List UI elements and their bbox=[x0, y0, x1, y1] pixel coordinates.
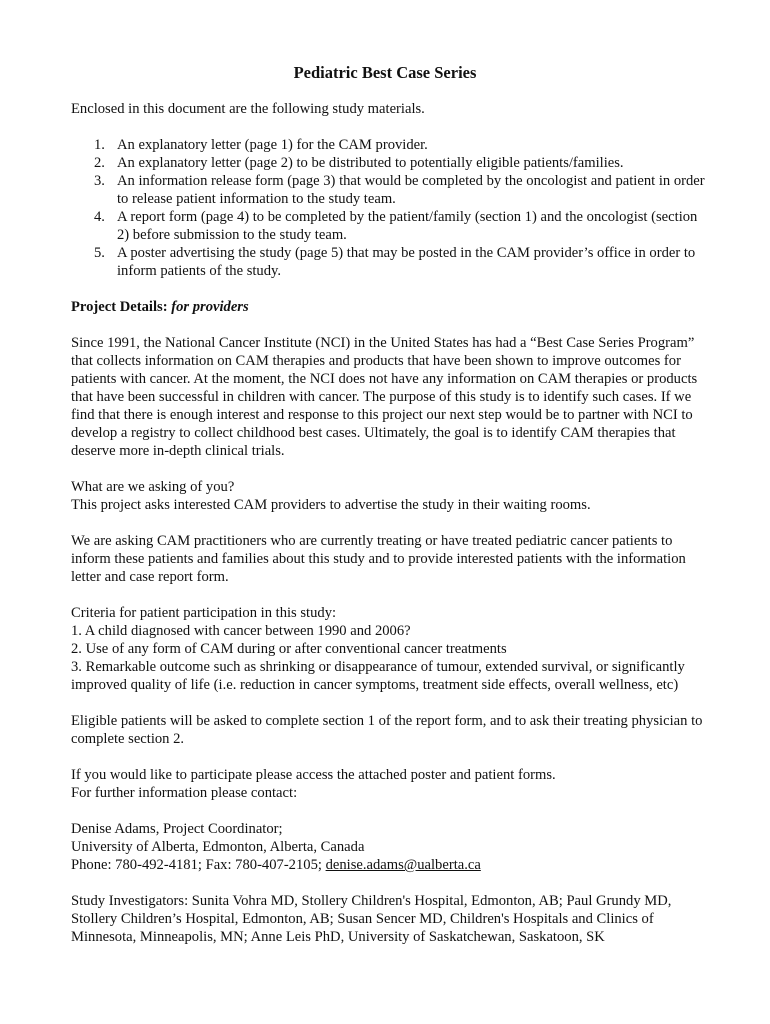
participate-section bbox=[71, 766, 711, 802]
investigators-paragraph: Study Investigators: Sunita Vohra MD, Stollery Children's Hospital, Edmonton, AB; Paul Grundy MD, Stollery Children’s Hospital, Edmonton, AB; Susan Sencer MD, Children's Hospitals and Clinics of Minnesota, Minneapolis, MN; Anne Leis PhD, University of Saskatchewan, Saskatoon, SK bbox=[71, 893, 672, 945]
list-item-text: A report form (page 4) to be completed by the patient/family (section 1) and the oncologist (section 2) before submission to the study team. bbox=[117, 209, 698, 243]
list-item-text: An explanatory letter (page 1) for the CAM provider. bbox=[117, 137, 428, 153]
asking-answer: This project asks interested CAM providers to advertise the study in their waiting rooms. bbox=[71, 497, 591, 513]
background-paragraph: Since 1991, the National Cancer Institute (NCI) in the United States has had a “Best Case Series Program” that collects information on CAM therapies and products that have been shown to improve outcomes for patients with cancer. At the moment, the NCI does not have any information on CAM therapies or products that have been successful in children with cancer. The purpose of this study is to identify such cases. If we find that there is enough interest and response to this project our next step would be to partner with NCI to develop a registry to collect childhood best cases. Ultimately, the goal is to identify CAM therapies that deserve more in-depth clinical trials. bbox=[71, 335, 698, 459]
list-number: 2. bbox=[94, 155, 105, 171]
intro-text: Enclosed in this document are the following study materials. bbox=[71, 101, 425, 117]
contact-name: Denise Adams, Project Coordinator; bbox=[71, 821, 283, 837]
list-item bbox=[94, 172, 711, 208]
asking-question: What are we asking of you? bbox=[71, 479, 235, 495]
materials-list bbox=[71, 136, 711, 280]
criteria-item: 1. A child diagnosed with cancer between 1990 and 2006? bbox=[71, 623, 411, 639]
contact-intro: For further information please contact: bbox=[71, 785, 298, 801]
list-item bbox=[94, 154, 711, 172]
list-number: 3. bbox=[94, 173, 105, 189]
criteria-heading: Criteria for patient participation in this study: bbox=[71, 605, 337, 621]
project-details-label: Project Details: bbox=[71, 299, 168, 315]
criteria-item: 3. Remarkable outcome such as shrinking or disappearance of tumour, extended survival, or significantly improved quality of life (i.e. reduction in cancer symptoms, treatment side effects, overall wellness, etc) bbox=[71, 659, 685, 693]
contact-phone-fax: Phone: 780-492-4181; Fax: 780-407-2105; bbox=[71, 857, 326, 873]
project-details-sublabel: for providers bbox=[171, 299, 249, 315]
list-item-text: An information release form (page 3) that would be completed by the oncologist and patient in order to release patient information to the study team. bbox=[117, 173, 705, 207]
document-title: Pediatric Best Case Series bbox=[293, 63, 477, 82]
list-number: 4. bbox=[94, 209, 105, 225]
criteria-item: 2. Use of any form of CAM during or after conventional cancer treatments bbox=[71, 641, 507, 657]
project-details-heading bbox=[71, 298, 711, 316]
list-item bbox=[94, 208, 711, 244]
contact-email-link[interactable]: denise.adams@ualberta.ca bbox=[325, 857, 481, 873]
document-body bbox=[71, 100, 711, 946]
list-item bbox=[94, 136, 711, 154]
list-item-text: An explanatory letter (page 2) to be distributed to potentially eligible patients/families. bbox=[117, 155, 624, 171]
participate-line: If you would like to participate please access the attached poster and patient forms. bbox=[71, 767, 556, 783]
list-number: 5. bbox=[94, 245, 105, 261]
criteria-section bbox=[71, 604, 711, 694]
asking-section bbox=[71, 478, 711, 514]
eligible-paragraph: Eligible patients will be asked to complete section 1 of the report form, and to ask their treating physician to complete section 2. bbox=[71, 713, 703, 747]
list-item-text: A poster advertising the study (page 5) that may be posted in the CAM provider’s office in order to inform patients of the study. bbox=[117, 245, 696, 279]
contact-block bbox=[71, 820, 711, 874]
contact-phone-line bbox=[71, 856, 711, 874]
list-item bbox=[94, 244, 711, 280]
list-number: 1. bbox=[94, 137, 105, 153]
practitioners-paragraph: We are asking CAM practitioners who are currently treating or have treated pediatric cancer patients to inform these patients and families about this study and to provide interested patients with the information letter and case report form. bbox=[71, 533, 686, 585]
contact-organization: University of Alberta, Edmonton, Alberta, Canada bbox=[71, 839, 365, 855]
